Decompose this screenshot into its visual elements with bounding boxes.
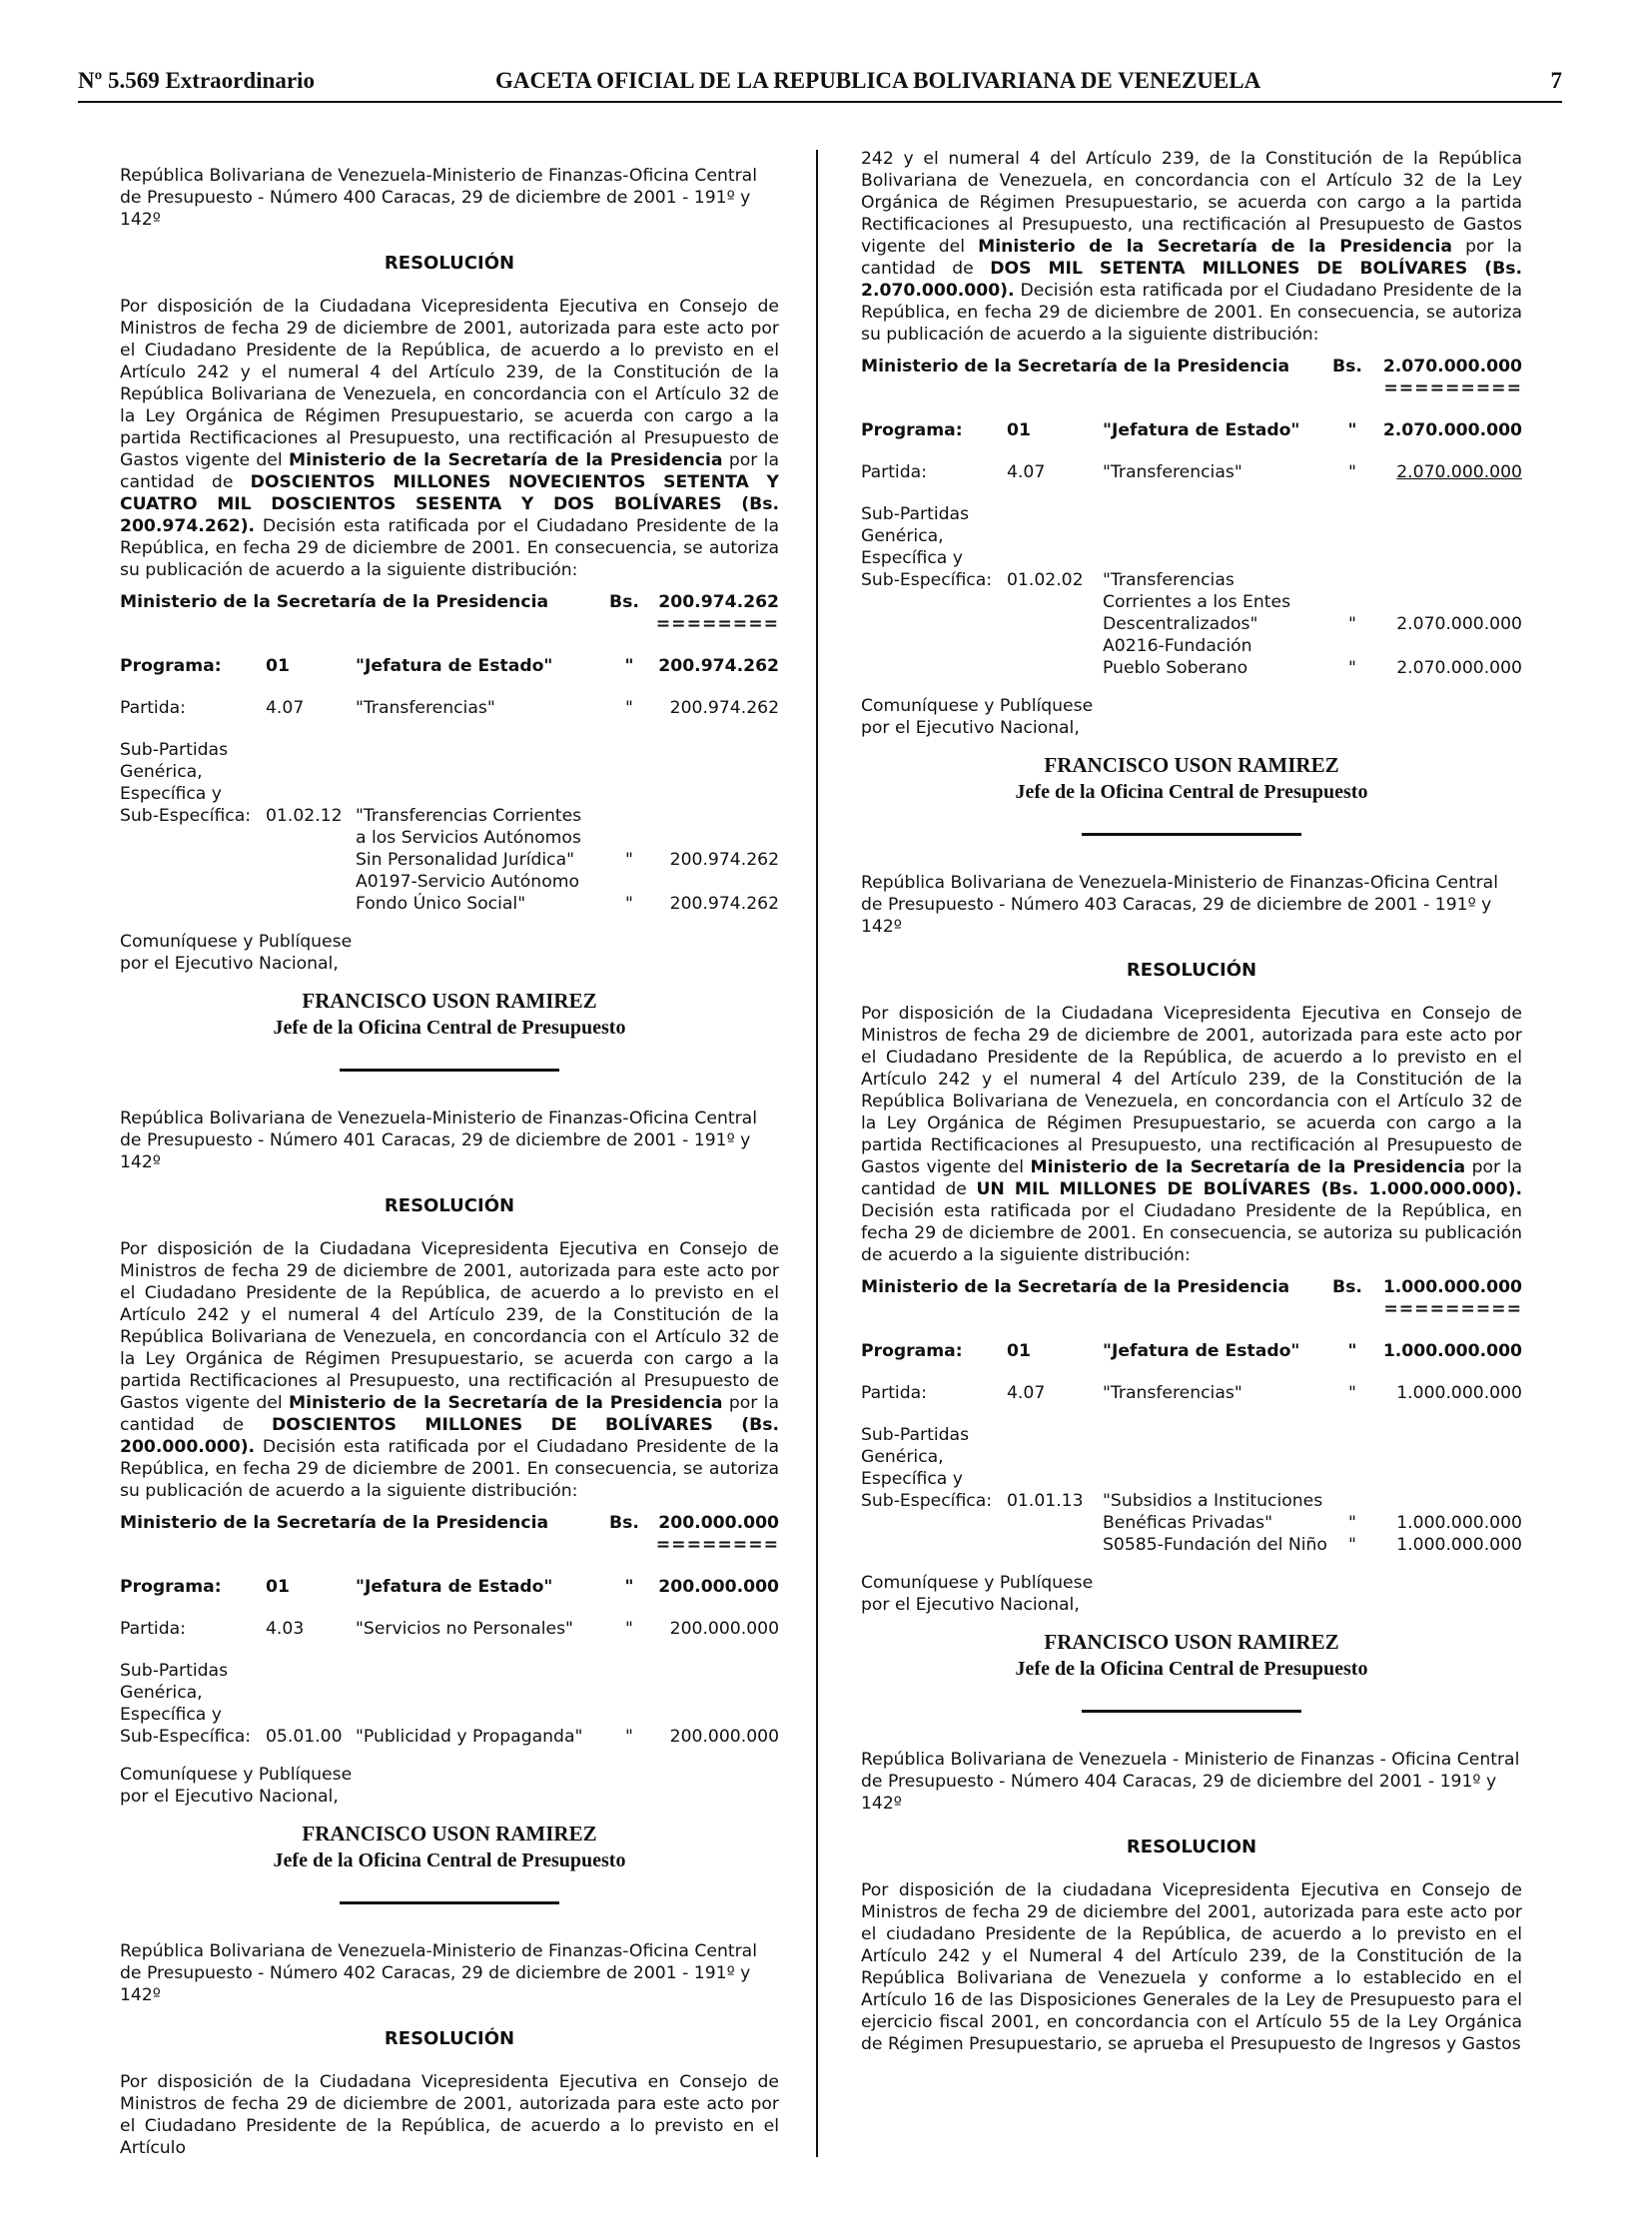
programa-amount: 2.070.000.000 — [1382, 420, 1522, 440]
partida-name: "Transferencias" — [1103, 462, 1242, 482]
section-separator — [1082, 833, 1301, 836]
programa-name: "Jefatura de Estado" — [356, 1577, 553, 1598]
partida-code: 4.07 — [1007, 1383, 1046, 1403]
programa-name: "Jefatura de Estado" — [1103, 420, 1300, 440]
partida-label: Partida: — [861, 462, 927, 482]
resolution-body: Por disposición de la ciudadana Vicepresidenta Ejecutiva en Consejo de Ministros de fecha 29 de diciembre del 2001, autorizada para este acto por el ciudadano Presidente de la República, de acuerdo a lo previsto en el Artículo 242 y el Numeral 4 del Artículo 239, de la Constitución de la República Bolivariana de Venezuela y conforme a lo establecido en el Artículo 16 de las Disposiciones Generales de la Ley de Presupuesto para el ejercicio fiscal 2001, en concordancia con el Artículo 55 de la Ley Orgánica de Régimen Presupuestario, se aprueba el Presupuesto de Ingresos y Gastos — [861, 1880, 1522, 2054]
section-separator — [340, 1901, 559, 1904]
distribution-table: Ministerio de la Secretaría de la Presidencia Bs. 1.000.000.000 ========= Programa: 01 "Jefatura de Estado" " 1.000.000.000 Partida: 4.07 "Transferencias" " 1.000.000.000 Sub-Partidas Genérica, Específica y Sub-Específica: 01.01.13 "Subsidios a Instituciones Benéficas Privadas" " 1.000.000.000 S0585-Fundación del Niño " 1.000.000.000 — [861, 1277, 1522, 1555]
partida-name: "Servicios no Personales" — [356, 1619, 573, 1640]
resolution-title: RESOLUCIÓN — [384, 1195, 515, 1217]
ministry-amount: 1.000.000.000 — [1382, 1277, 1522, 1297]
resolution-body: Por disposición de la Ciudadana Vicepresidenta Ejecutiva en Consejo de Ministros de fecha 29 de diciembre de 2001, autorizada para este acto por el Ciudadano Presidente de la República, de acuerdo a lo previsto en el Artículo 242 y el numeral 4 del Artículo 239, de la Constitución de la República Bolivariana de Venezuela, en concordancia con el Artículo 32 de la Ley Orgánica de Régimen Presupuestario, se acuerda con cargo a la partida Rectificaciones al Presupuesto, una rectificación al Presupuesto de Gastos vigente del Ministerio de la Secretaría de la Presidencia por la cantidad de DOSCIENTOS MILLONES DE BOLÍVARES (Bs. 200.000.000). Decisión esta ratificada por el Ciudadano Presidente de la República, en fecha 29 de diciembre de 2001. En consecuencia, se autoriza su publicación de acuerdo a la siguiente distribución: — [120, 1239, 779, 1502]
distribution-table: Ministerio de la Secretaría de la Presidencia Bs. 200.000.000 ======== Programa: 01 "Jefatura de Estado" " 200.000.000 Partida: 4.03 "Servicios no Personales" " 200.000.000 Sub-Partidas Genérica, Específica y Sub-Específica: 05.01.00 "Publicidad y Propaganda" " 200.000.000 — [120, 1513, 779, 1748]
double-rule: ======== — [655, 614, 779, 635]
bs-label: Bs. — [609, 1513, 639, 1534]
partida-code: 4.03 — [266, 1619, 305, 1640]
double-rule: ========= — [1383, 1299, 1522, 1319]
resolution-title: RESOLUCIÓN — [1126, 960, 1257, 981]
resolution-heading: República Bolivariana de Venezuela-Ministerio de Finanzas-Oficina Central de Presupuesto - Número 403 Caracas, 29 de diciembre de 2001 - 191º y 142º — [861, 873, 1498, 937]
partida-code: 4.07 — [266, 698, 305, 719]
resolution-402 — [120, 1940, 779, 2159]
programa-label: Programa: — [861, 420, 963, 440]
resolution-402-continued — [861, 148, 1522, 836]
ministry-amount: 200.974.262 — [658, 592, 779, 613]
programa-label: Programa: — [861, 1341, 963, 1361]
closing-formula: Comuníquese y Publíquese por el Ejecutivo Nacional, — [861, 1573, 1094, 1615]
partida-amount: 200.000.000 — [669, 1619, 779, 1640]
section-separator — [340, 1069, 559, 1072]
closing-formula: Comuníquese y Publíquese por el Ejecutivo Nacional, — [120, 1765, 353, 1808]
programa-label: Programa: — [120, 656, 222, 677]
issue-number: Nº 5.569 Extraordinario — [78, 68, 315, 93]
partida-label: Partida: — [120, 1619, 186, 1640]
programa-amount: 200.974.262 — [658, 656, 779, 677]
resolution-401 — [120, 1108, 779, 1904]
distribution-table: Ministerio de la Secretaría de la Presidencia Bs. 200.974.262 ======== Programa: 01 "Jefatura de Estado" " 200.974.262 Partida: 4.07 "Transferencias" " 200.974.262 Sub-Partidas Genérica, Específica y Sub-Específica: 01.02.12 "Transferencias Corrientes a los Servicios Autónomos Sin Personalidad Jurídica" " 200.974.262 A0197-Servicio Autónomo Fondo Único Social" " 200.974.262 — [120, 592, 779, 915]
left-column — [120, 148, 779, 2159]
bs-label: Bs. — [609, 592, 639, 613]
gazette-title: GACETA OFICIAL DE LA REPUBLICA BOLIVARIANA DE VENEZUELA — [495, 68, 1261, 93]
unit-amount: 200.974.262 — [669, 894, 779, 915]
page-number: 7 — [1550, 68, 1562, 93]
resolution-title: RESOLUCION — [1126, 1837, 1257, 1857]
signature-block — [120, 987, 779, 1041]
signer-role: Jefe de la Oficina Central de Presupuesto — [1015, 781, 1368, 803]
partida-code: 4.07 — [1007, 462, 1046, 482]
signer-role: Jefe de la Oficina Central de Presupuesto — [1015, 1658, 1368, 1680]
signature-block — [861, 751, 1522, 805]
double-rule: ========= — [1383, 378, 1522, 398]
right-column — [861, 148, 1522, 2055]
resolution-heading: República Bolivariana de Venezuela-Ministerio de Finanzas-Oficina Central de Presupuesto - Número 400 Caracas, 29 de diciembre de 2001 - 191º y 142º — [120, 166, 757, 231]
double-rule: ======== — [655, 1535, 779, 1556]
closing-formula: Comuníquese y Publíquese por el Ejecutivo Nacional, — [120, 932, 353, 975]
signer-name: FRANCISCO USON RAMIREZ — [1044, 753, 1339, 777]
signer-name: FRANCISCO USON RAMIREZ — [302, 989, 597, 1014]
resolution-body: Por disposición de la Ciudadana Vicepresidenta Ejecutiva en Consejo de Ministros de fecha 29 de diciembre de 2001, autorizada para este acto por el Ciudadano Presidente de la República, de acuerdo a lo previsto en el Artículo 242 y el numeral 4 del Artículo 239, de la Constitución de la República Bolivariana de Venezuela, en concordancia con el Artículo 32 de la Ley Orgánica de Régimen Presupuestario, se acuerda con cargo a la partida Rectificaciones al Presupuesto, una rectificación al Presupuesto de Gastos vigente del Ministerio de la Secretaría de la Presidencia por la cantidad de DOSCIENTOS MILLONES NOVECIENTOS SETENTA Y CUATRO MIL DOSCIENTOS SESENTA Y DOS BOLÍVARES (Bs. 200.974.262). Decisión esta ratificada por el Ciudadano Presidente de la República, en fecha 29 de diciembre de 2001. En consecuencia, se autoriza su publicación de acuerdo a la siguiente distribución: — [120, 297, 779, 581]
sub-amount: 200.974.262 — [669, 850, 779, 871]
programa-code: 01 — [266, 1577, 290, 1598]
bs-label: Bs. — [1332, 357, 1362, 376]
column-divider — [816, 150, 818, 2157]
unit-amount: 1.000.000.000 — [1396, 1535, 1522, 1555]
programa-name: "Jefatura de Estado" — [1103, 1341, 1300, 1361]
programa-code: 01 — [1007, 1341, 1031, 1361]
resolution-body: 242 y el numeral 4 del Artículo 239, de la Constitución de la República Bolivariana de Venezuela, en concordancia con el Artículo 32 de la Ley Orgánica de Régimen Presupuestario, se acuerda con cargo a la partida Rectificaciones al Presupuesto, una rectificación al Presupuesto de Gastos vigente del Ministerio de la Secretaría de la Presidencia por la cantidad de DOS MIL SETENTA MILLONES DE BOLÍVARES (Bs. 2.070.000.000). Decisión esta ratificada por el Ciudadano Presidente de la República, en fecha 29 de diciembre de 2001. En consecuencia, se autoriza su publicación de acuerdo a la siguiente distribución: — [861, 149, 1523, 345]
closing-formula: Comuníquese y Publíquese por el Ejecutivo Nacional, — [861, 696, 1094, 738]
programa-amount: 1.000.000.000 — [1382, 1341, 1522, 1361]
programa-amount: 200.000.000 — [658, 1577, 779, 1598]
resolution-403 — [861, 872, 1522, 1713]
sub-amount: 2.070.000.000 — [1396, 614, 1522, 634]
resolution-heading: República Bolivariana de Venezuela-Ministerio de Finanzas-Oficina Central de Presupuesto - Número 402 Caracas, 29 de diciembre de 2001 - 191º y 142º — [120, 1941, 757, 2006]
signature-block — [120, 1820, 779, 1873]
signer-name: FRANCISCO USON RAMIREZ — [302, 1822, 597, 1847]
resolution-body: Por disposición de la Ciudadana Vicepresidenta Ejecutiva en Consejo de Ministros de fecha 29 de diciembre de 2001, autorizada para este acto por el Ciudadano Presidente de la República, de acuerdo a lo previsto en el Artículo 242 y el numeral 4 del Artículo 239, de la Constitución de la República Bolivariana de Venezuela, en concordancia con el Artículo 32 de la Ley Orgánica de Régimen Presupuestario, se acuerda con cargo a la partida Rectificaciones al Presupuesto, una rectificación al Presupuesto de Gastos vigente del Ministerio de la Secretaría de la Presidencia por la cantidad de UN MIL MILLONES DE BOLÍVARES (Bs. 1.000.000.000). Decisión esta ratificada por el Ciudadano Presidente de la República, en fecha 29 de diciembre de 2001. En consecuencia, se autoriza su publicación de acuerdo a la siguiente distribución: — [861, 1004, 1523, 1265]
partida-name: "Transferencias" — [1103, 1383, 1242, 1403]
signer-role: Jefe de la Oficina Central de Presupuesto — [273, 1850, 626, 1872]
partida-label: Partida: — [861, 1383, 927, 1403]
programa-code: 01 — [266, 656, 290, 677]
sub-code: 01.02.12 — [266, 806, 343, 827]
partida-amount: 200.974.262 — [669, 698, 779, 719]
sub-code: 05.01.00 — [266, 1727, 343, 1748]
resolution-heading: República Bolivariana de Venezuela-Ministerio de Finanzas-Oficina Central de Presupuesto - Número 401 Caracas, 29 de diciembre de 2001 - 191º y 142º — [120, 1109, 757, 1173]
sub-amount: 200.000.000 — [669, 1727, 779, 1748]
resolution-heading: República Bolivariana de Venezuela - Ministerio de Finanzas - Oficina Central de Presupuesto - Número 404 Caracas, 29 de diciembre del 2001 - 191º y 142º — [861, 1750, 1520, 1814]
resolution-404 — [861, 1749, 1522, 2055]
section-separator — [1082, 1710, 1301, 1713]
ministry-label: Ministerio de la Secretaría de la Presidencia — [861, 357, 1290, 376]
partida-amount: 2.070.000.000 — [1396, 462, 1522, 482]
resolution-title: RESOLUCIÓN — [384, 2028, 515, 2050]
signature-block — [861, 1628, 1522, 1682]
signer-role: Jefe de la Oficina Central de Presupuesto — [273, 1017, 626, 1040]
sub-code: 01.02.02 — [1007, 570, 1084, 590]
partida-amount: 1.000.000.000 — [1396, 1383, 1522, 1403]
unit-amount: 2.070.000.000 — [1396, 658, 1522, 678]
header-rule — [78, 101, 1562, 103]
ministry-amount: 200.000.000 — [658, 1513, 779, 1534]
sub-amount: 1.000.000.000 — [1396, 1513, 1522, 1533]
partida-name: "Transferencias" — [356, 698, 495, 719]
ministry-label: Ministerio de la Secretaría de la Presidencia — [861, 1277, 1290, 1297]
programa-code: 01 — [1007, 420, 1031, 440]
ministry-label: Ministerio de la Secretaría de la Presidencia — [120, 592, 549, 613]
resolution-400 — [120, 165, 779, 1072]
bs-label: Bs. — [1332, 1277, 1362, 1297]
ministry-label: Ministerio de la Secretaría de la Presidencia — [120, 1513, 549, 1534]
resolution-body: Por disposición de la Ciudadana Vicepresidenta Ejecutiva en Consejo de Ministros de fecha 29 de diciembre de 2001, autorizada para este acto por el Ciudadano Presidente de la República, de acuerdo a lo previsto en el Artículo — [120, 2072, 779, 2159]
sub-code: 01.01.13 — [1007, 1491, 1084, 1511]
ministry-amount: 2.070.000.000 — [1382, 357, 1522, 376]
signer-name: FRANCISCO USON RAMIREZ — [1044, 1630, 1339, 1654]
gazette-header — [78, 68, 1562, 102]
programa-name: "Jefatura de Estado" — [356, 656, 553, 677]
resolution-title: RESOLUCIÓN — [384, 253, 515, 275]
partida-label: Partida: — [120, 698, 186, 719]
programa-label: Programa: — [120, 1577, 222, 1598]
distribution-table: Ministerio de la Secretaría de la Presidencia Bs. 2.070.000.000 ========= Programa: 01 "Jefatura de Estado" " 2.070.000.000 Partida: 4.07 "Transferencias" " 2.070.000.000 Sub-Partidas Genérica, Específica y Sub-Específica: 01.02.02 "Transferencias Corrientes a los Entes Descentralizados" " 2.070.000.000 A0216-Fundación Pueblo Soberano " 2.070.000.000 — [861, 357, 1522, 678]
